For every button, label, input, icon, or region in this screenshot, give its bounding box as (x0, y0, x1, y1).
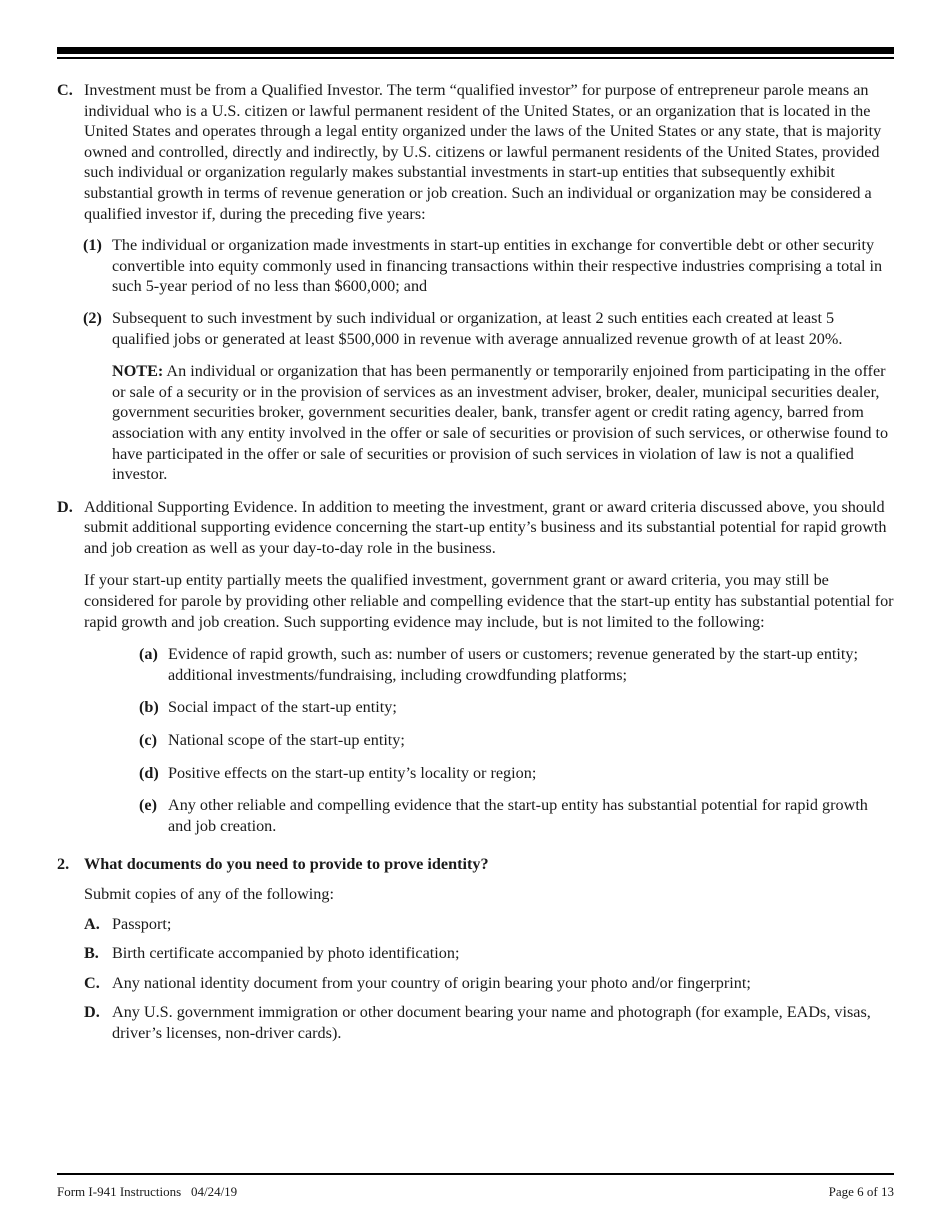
footer-form-id: Form I-941 Instructions 04/24/19 (57, 1184, 238, 1199)
item-d-label: (d) (139, 763, 159, 782)
doc-b-label: B. (84, 944, 99, 963)
section-c-item-2 (83, 308, 894, 349)
section-d-item-d (139, 763, 894, 784)
item-a-label: (a) (139, 645, 158, 664)
section-d-para-text: If your start-up entity partially meets the qualified investment, government grant or award criteria, you may still be considered for parole by providing other reliable and compelling evidence that the start-up entity has substantial potential for rapid growth and job creation. Such supporting evidence may include, but is not limited to the following: (84, 571, 894, 631)
item-2-text: Subsequent to such investment by such individual or organization, at least 2 such entities each created at least 5 qualified jobs or generated at least $500,000 in revenue with average annualized revenue growth of at least 20%. (112, 308, 843, 348)
section-2-intro-text: Submit copies of any of the following: (84, 885, 334, 903)
footer-rule (57, 1173, 894, 1175)
section-d (57, 497, 894, 559)
section-d-text: Additional Supporting Evidence. In addition to meeting the investment, grant or award criteria discussed above, you should submit additional supporting evidence concerning the start-up entity’s business and its substantial potential for rapid growth and job creation as well as your day-to-day role in the business. (84, 497, 887, 557)
section-c-label: C. (57, 81, 73, 99)
doc-b-text: Birth certificate accompanied by photo identification; (112, 944, 460, 963)
page-content (57, 80, 894, 1044)
section-c-text: Investment must be from a Qualified Investor. The term “qualified investor” for purpose of entrepreneur parole means an individual who is a U.S. citizen or lawful permanent resident of the United States, or an organization that is located in the United States and operates through a legal entity organized under the laws of the United States or any state, that is majority owned and controlled, directly and indirectly, by U.S. citizens or lawful permanent residents of the United States, provided such individual or organization regularly makes substantial investments in start-up entities that subsequently exhibit substantial growth in terms of revenue generation or job creation. Such an individual or organization may be considered a qualified investor if, during the preceding five years: (84, 81, 882, 223)
top-rule-thin (57, 57, 894, 59)
section-2-intro (84, 884, 894, 905)
section-2-heading-text: What documents do you need to provide to prove identity? (84, 855, 489, 874)
section-2-item-a (84, 914, 894, 935)
top-rule-thick (57, 47, 894, 54)
section-d-paragraph (84, 570, 894, 632)
section-d-item-b (139, 697, 894, 718)
section-2-label: 2. (57, 855, 70, 874)
doc-c-label: C. (84, 973, 100, 992)
footer-page-number: Page 6 of 13 (828, 1184, 894, 1199)
section-2-heading (57, 854, 894, 875)
doc-a-text: Passport; (112, 914, 172, 933)
doc-c-text: Any national identity document from your country of origin bearing your photo and/or fingerprint; (112, 973, 751, 992)
section-d-item-e (139, 795, 894, 836)
note-paragraph (112, 361, 894, 485)
item-1-text: The individual or organization made investments in start-up entities in exchange for convertible debt or other security convertible into equity commonly used in financing transactions within their respective industries comprising a total in such 5-year period of no less than $600,000; and (112, 236, 883, 296)
item-b-text: Social impact of the start-up entity; (168, 698, 397, 717)
item-2-label: (2) (83, 308, 102, 327)
section-d-item-c (139, 730, 894, 751)
note-label: NOTE: (112, 362, 164, 381)
section-d-item-a (139, 644, 894, 685)
section-2-item-d (84, 1002, 894, 1043)
doc-d-text: Any U.S. government immigration or other document bearing your name and photograph (for example, EADs, visas, driver’s licenses, non-driver cards). (112, 1003, 871, 1042)
note-text: An individual or organization that has been permanently or temporarily enjoined from participating in the offer or sale of a security or in the provision of services as an investment adviser, broker, dealer, municipal securities dealer, government securities broker, government securities dealer, bank, transfer agent or credit rating agency, barred from association with any entity involved in the offer or sale of securities or provision of such services, or otherwise found to have participated in the offer or sale of securities or provision of such services in violation of law is not a qualified investor. (112, 362, 889, 484)
item-1-label: (1) (83, 236, 102, 255)
section-c-item-1 (83, 235, 894, 297)
item-b-label: (b) (139, 698, 159, 717)
doc-d-label: D. (84, 1003, 100, 1022)
section-d-label: D. (57, 497, 73, 516)
item-c-label: (c) (139, 731, 157, 750)
doc-a-label: A. (84, 914, 100, 933)
item-c-text: National scope of the start-up entity; (168, 731, 405, 750)
item-e-label: (e) (139, 796, 157, 815)
item-d-text: Positive effects on the start-up entity’s locality or region; (168, 763, 537, 782)
section-c (57, 80, 894, 224)
item-e-text: Any other reliable and compelling evidence that the start-up entity has substantial potential for rapid growth and job creation. (168, 796, 868, 835)
item-a-text: Evidence of rapid growth, such as: number of users or customers; revenue generated by the start-up entity; additional investments/fundraising, including crowdfunding platforms; (168, 645, 859, 684)
section-2-item-b (84, 943, 894, 964)
section-2-item-c (84, 973, 894, 994)
